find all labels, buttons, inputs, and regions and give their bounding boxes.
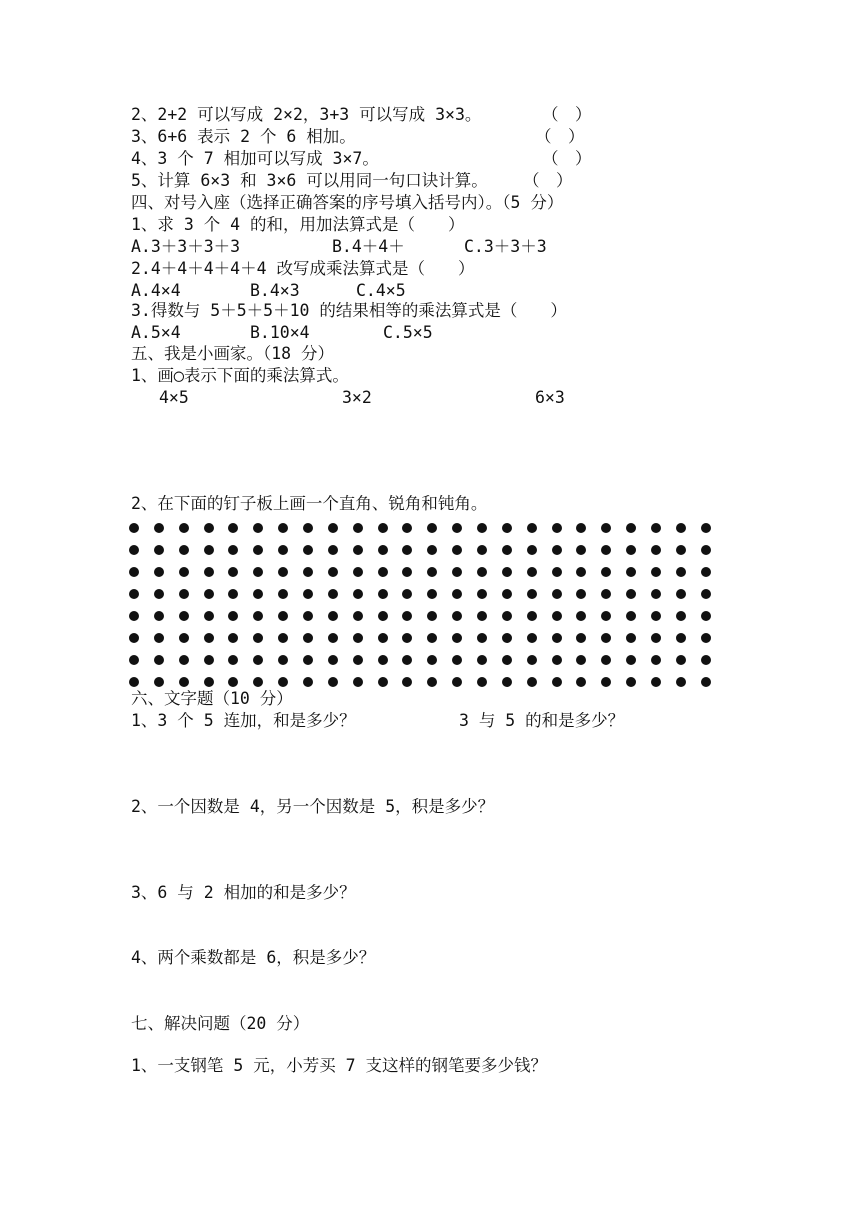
judgment-q2-bracket[interactable]: （ ）: [542, 105, 592, 124]
peg-dot[interactable]: [204, 655, 214, 665]
peg-dot[interactable]: [427, 633, 437, 643]
peg-dot[interactable]: [626, 589, 636, 599]
peg-dot[interactable]: [328, 545, 338, 555]
peg-dot[interactable]: [701, 655, 711, 665]
peg-dot[interactable]: [154, 567, 164, 577]
peg-dot[interactable]: [427, 677, 437, 687]
peg-dot[interactable]: [328, 567, 338, 577]
peg-dot[interactable]: [502, 523, 512, 533]
section4-q2-option-c: C.4×5: [356, 281, 406, 300]
peg-dot[interactable]: [328, 655, 338, 665]
peg-dot[interactable]: [601, 589, 611, 599]
peg-dot[interactable]: [204, 677, 214, 687]
peg-dot[interactable]: [402, 655, 412, 665]
peg-dot[interactable]: [427, 611, 437, 621]
peg-dot[interactable]: [576, 677, 586, 687]
peg-dot[interactable]: [601, 611, 611, 621]
peg-dot[interactable]: [701, 677, 711, 687]
peg-dot[interactable]: [154, 589, 164, 599]
section4-q1-option-a: A.3＋3＋3＋3: [131, 237, 241, 256]
peg-dot[interactable]: [651, 567, 661, 577]
peg-dot[interactable]: [651, 655, 661, 665]
peg-dot[interactable]: [278, 589, 288, 599]
peg-dot[interactable]: [676, 567, 686, 577]
peg-dot[interactable]: [179, 633, 189, 643]
peg-dot[interactable]: [527, 589, 537, 599]
peg-dot[interactable]: [651, 611, 661, 621]
peg-dot[interactable]: [452, 611, 462, 621]
peg-dot[interactable]: [278, 655, 288, 665]
peg-dot[interactable]: [353, 611, 363, 621]
peg-dot[interactable]: [502, 545, 512, 555]
peg-dot[interactable]: [502, 677, 512, 687]
section4-q2-option-a: A.4×4: [131, 281, 181, 300]
peg-dot[interactable]: [527, 677, 537, 687]
pegboard-row: [129, 589, 711, 601]
peg-dot[interactable]: [253, 611, 263, 621]
peg-dot[interactable]: [701, 611, 711, 621]
peg-dot[interactable]: [328, 611, 338, 621]
section6-q3: 3、6 与 2 相加的和是多少？: [131, 883, 356, 902]
peg-dot[interactable]: [378, 611, 388, 621]
peg-dot[interactable]: [253, 633, 263, 643]
peg-dot[interactable]: [378, 523, 388, 533]
section4-q3-option-a: A.5×4: [131, 323, 181, 342]
peg-dot[interactable]: [527, 611, 537, 621]
peg-dot[interactable]: [154, 677, 164, 687]
peg-dot[interactable]: [154, 655, 164, 665]
peg-dot[interactable]: [179, 611, 189, 621]
peg-dot[interactable]: [328, 523, 338, 533]
peg-dot[interactable]: [427, 523, 437, 533]
peg-dot[interactable]: [228, 611, 238, 621]
peg-dot[interactable]: [552, 655, 562, 665]
peg-dot[interactable]: [452, 677, 462, 687]
peg-dot[interactable]: [552, 545, 562, 555]
peg-dot[interactable]: [626, 655, 636, 665]
peg-dot[interactable]: [129, 655, 139, 665]
peg-dot[interactable]: [303, 523, 313, 533]
peg-dot[interactable]: [651, 589, 661, 599]
section6-q2: 2、一个因数是 4，另一个因数是 5，积是多少？: [131, 797, 495, 816]
peg-dot[interactable]: [452, 545, 462, 555]
peg-dot[interactable]: [402, 589, 412, 599]
peg-dot[interactable]: [129, 545, 139, 555]
peg-dot[interactable]: [452, 567, 462, 577]
section6-q1a: 1、3 个 5 连加，和是多少？: [131, 711, 356, 730]
peg-dot[interactable]: [129, 677, 139, 687]
peg-dot[interactable]: [228, 523, 238, 533]
peg-dot[interactable]: [676, 655, 686, 665]
judgment-q4: 4、3 个 7 相加可以写成 3×7。: [131, 149, 379, 168]
peg-dot[interactable]: [278, 633, 288, 643]
peg-dot[interactable]: [228, 655, 238, 665]
peg-dot[interactable]: [477, 545, 487, 555]
peg-dot[interactable]: [626, 545, 636, 555]
pegboard-row: [129, 655, 711, 667]
peg-dot[interactable]: [402, 677, 412, 687]
peg-dot[interactable]: [676, 523, 686, 533]
peg-dot[interactable]: [601, 567, 611, 577]
peg-dot[interactable]: [253, 655, 263, 665]
peg-dot[interactable]: [378, 633, 388, 643]
peg-dot[interactable]: [353, 633, 363, 643]
peg-dot[interactable]: [154, 633, 164, 643]
peg-dot[interactable]: [626, 567, 636, 577]
peg-dot[interactable]: [552, 589, 562, 599]
peg-dot[interactable]: [477, 589, 487, 599]
peg-dot[interactable]: [576, 567, 586, 577]
peg-dot[interactable]: [179, 545, 189, 555]
peg-dot[interactable]: [303, 589, 313, 599]
peg-dot[interactable]: [353, 677, 363, 687]
peg-dot[interactable]: [452, 523, 462, 533]
peg-dot[interactable]: [353, 545, 363, 555]
peg-dot[interactable]: [253, 523, 263, 533]
peg-dot[interactable]: [502, 567, 512, 577]
peg-dot[interactable]: [701, 523, 711, 533]
section4-q3-option-c: C.5×5: [383, 323, 433, 342]
pegboard-row: [129, 633, 711, 645]
peg-dot[interactable]: [328, 589, 338, 599]
peg-dot[interactable]: [502, 655, 512, 665]
section7-q1: 1、一支钢笔 5 元，小芳买 7 支这样的钢笔要多少钱？: [131, 1056, 548, 1075]
judgment-q4-bracket[interactable]: （ ）: [542, 149, 592, 168]
peg-dot[interactable]: [626, 611, 636, 621]
pegboard-row: [129, 545, 711, 557]
peg-dot[interactable]: [278, 611, 288, 621]
peg-dot[interactable]: [204, 611, 214, 621]
peg-dot[interactable]: [427, 589, 437, 599]
peg-dot[interactable]: [527, 633, 537, 643]
pegboard-row: [129, 523, 711, 535]
peg-dot[interactable]: [129, 589, 139, 599]
peg-dot[interactable]: [253, 545, 263, 555]
peg-dot[interactable]: [452, 655, 462, 665]
peg-dot[interactable]: [576, 523, 586, 533]
judgment-q5: 5、计算 6×3 和 3×6 可以用同一句口诀计算。: [131, 171, 488, 190]
peg-dot[interactable]: [676, 589, 686, 599]
peg-dot[interactable]: [701, 589, 711, 599]
peg-dot[interactable]: [253, 589, 263, 599]
peg-dot[interactable]: [477, 567, 487, 577]
peg-dot[interactable]: [676, 633, 686, 643]
peg-dot[interactable]: [502, 633, 512, 643]
peg-dot[interactable]: [552, 611, 562, 621]
peg-dot[interactable]: [179, 589, 189, 599]
peg-dot[interactable]: [502, 611, 512, 621]
peg-dot[interactable]: [154, 523, 164, 533]
pegboard-row: [129, 567, 711, 579]
peg-dot[interactable]: [303, 677, 313, 687]
peg-dot[interactable]: [353, 655, 363, 665]
peg-dot[interactable]: [129, 611, 139, 621]
peg-dot[interactable]: [477, 611, 487, 621]
peg-dot[interactable]: [427, 567, 437, 577]
peg-dot[interactable]: [651, 677, 661, 687]
peg-dot[interactable]: [278, 545, 288, 555]
peg-dot[interactable]: [651, 523, 661, 533]
peg-dot[interactable]: [378, 589, 388, 599]
peg-dot[interactable]: [154, 545, 164, 555]
peg-dot[interactable]: [626, 523, 636, 533]
peg-dot[interactable]: [402, 633, 412, 643]
peg-dot[interactable]: [676, 677, 686, 687]
peg-dot[interactable]: [303, 567, 313, 577]
peg-dot[interactable]: [204, 523, 214, 533]
peg-dot[interactable]: [651, 633, 661, 643]
section6-heading: 六、文字题（10 分）: [131, 689, 293, 708]
section6-q1b: 3 与 5 的和是多少？: [459, 711, 625, 730]
peg-dot[interactable]: [204, 545, 214, 555]
peg-dot[interactable]: [228, 633, 238, 643]
peg-dot[interactable]: [328, 633, 338, 643]
peg-dot[interactable]: [601, 655, 611, 665]
peg-dot[interactable]: [378, 677, 388, 687]
peg-dot[interactable]: [402, 545, 412, 555]
peg-dot[interactable]: [527, 523, 537, 533]
peg-dot[interactable]: [452, 589, 462, 599]
peg-dot[interactable]: [228, 545, 238, 555]
peg-dot[interactable]: [129, 633, 139, 643]
peg-dot[interactable]: [204, 589, 214, 599]
peg-dot[interactable]: [179, 567, 189, 577]
peg-dot[interactable]: [576, 589, 586, 599]
peg-dot[interactable]: [402, 523, 412, 533]
judgment-q2: 2、2+2 可以写成 2×2，3+3 可以写成 3×3。: [131, 105, 482, 124]
peg-dot[interactable]: [278, 523, 288, 533]
peg-dot[interactable]: [253, 567, 263, 577]
judgment-q3: 3、6+6 表示 2 个 6 相加。: [131, 127, 356, 146]
peg-dot[interactable]: [477, 633, 487, 643]
peg-dot[interactable]: [601, 677, 611, 687]
peg-dot[interactable]: [552, 523, 562, 533]
peg-dot[interactable]: [278, 677, 288, 687]
section4-q1-option-c: C.3＋3＋3: [464, 237, 547, 256]
peg-dot[interactable]: [676, 611, 686, 621]
peg-dot[interactable]: [253, 677, 263, 687]
peg-dot[interactable]: [179, 655, 189, 665]
section4-q2-option-b: B.4×3: [250, 281, 300, 300]
peg-dot[interactable]: [626, 633, 636, 643]
peg-dot[interactable]: [651, 545, 661, 555]
peg-dot[interactable]: [477, 655, 487, 665]
peg-dot[interactable]: [576, 633, 586, 643]
expression-6x3: 6×3: [535, 388, 565, 407]
peg-dot[interactable]: [427, 655, 437, 665]
section5-heading: 五、我是小画家。（18 分）: [131, 344, 335, 363]
peg-dot[interactable]: [601, 633, 611, 643]
peg-dot[interactable]: [701, 545, 711, 555]
peg-dot[interactable]: [303, 655, 313, 665]
peg-dot[interactable]: [626, 677, 636, 687]
peg-dot[interactable]: [179, 523, 189, 533]
peg-dot[interactable]: [204, 633, 214, 643]
peg-dot[interactable]: [427, 545, 437, 555]
peg-dot[interactable]: [402, 611, 412, 621]
peg-dot[interactable]: [303, 633, 313, 643]
section4-q1-stem: 1、求 3 个 4 的和，用加法算式是（ ）: [131, 215, 465, 234]
peg-dot[interactable]: [701, 567, 711, 577]
peg-dot[interactable]: [204, 567, 214, 577]
peg-dot[interactable]: [552, 567, 562, 577]
peg-dot[interactable]: [378, 567, 388, 577]
peg-dot[interactable]: [676, 545, 686, 555]
peg-dot[interactable]: [477, 677, 487, 687]
expression-3x2: 3×2: [342, 388, 372, 407]
section4-q3-stem: 3.得数与 5＋5＋5＋10 的结果相等的乘法算式是（ ）: [131, 301, 567, 320]
peg-dot[interactable]: [228, 589, 238, 599]
section6-q4: 4、两个乘数都是 6，积是多少？: [131, 948, 376, 967]
peg-dot[interactable]: [378, 655, 388, 665]
section4-q1-option-b: B.4＋4＋: [332, 237, 405, 256]
peg-dot[interactable]: [527, 655, 537, 665]
peg-dot[interactable]: [303, 545, 313, 555]
peg-dot[interactable]: [328, 677, 338, 687]
peg-dot[interactable]: [278, 567, 288, 577]
section4-q2-stem: 2.4＋4＋4＋4＋4 改写成乘法算式是（ ）: [131, 259, 475, 278]
peg-dot[interactable]: [353, 567, 363, 577]
section5-q2-stem: 2、在下面的钉子板上画一个直角、锐角和钝角。: [131, 494, 488, 513]
section4-q3-option-b: B.10×4: [250, 323, 310, 342]
peg-dot[interactable]: [552, 633, 562, 643]
peg-dot[interactable]: [353, 523, 363, 533]
peg-dot[interactable]: [552, 677, 562, 687]
peg-dot[interactable]: [576, 655, 586, 665]
peg-dot[interactable]: [477, 523, 487, 533]
peg-dot[interactable]: [576, 545, 586, 555]
peg-dot[interactable]: [154, 611, 164, 621]
peg-dot[interactable]: [701, 633, 711, 643]
peg-dot[interactable]: [527, 567, 537, 577]
pegboard-row: [129, 611, 711, 623]
peg-dot[interactable]: [601, 523, 611, 533]
peg-dot[interactable]: [303, 611, 313, 621]
peg-dot[interactable]: [452, 633, 462, 643]
section5-q1-stem: 1、画◯表示下面的乘法算式。: [131, 366, 349, 385]
judgment-q3-bracket[interactable]: （ ）: [535, 127, 585, 146]
peg-dot[interactable]: [527, 545, 537, 555]
peg-dot[interactable]: [129, 567, 139, 577]
section7-heading: 七、解决问题（20 分）: [131, 1014, 310, 1033]
peg-dot[interactable]: [601, 545, 611, 555]
peg-dot[interactable]: [129, 523, 139, 533]
peg-dot[interactable]: [502, 589, 512, 599]
judgment-q5-bracket[interactable]: （ ）: [523, 171, 573, 190]
peg-dot[interactable]: [576, 611, 586, 621]
peg-dot[interactable]: [378, 545, 388, 555]
peg-dot[interactable]: [179, 677, 189, 687]
peg-dot[interactable]: [402, 567, 412, 577]
peg-dot[interactable]: [228, 677, 238, 687]
peg-dot[interactable]: [353, 589, 363, 599]
peg-dot[interactable]: [228, 567, 238, 577]
section4-heading: 四、对号入座（选择正确答案的序号填入括号内）。（5 分）: [131, 193, 564, 212]
expression-4x5: 4×5: [159, 388, 189, 407]
